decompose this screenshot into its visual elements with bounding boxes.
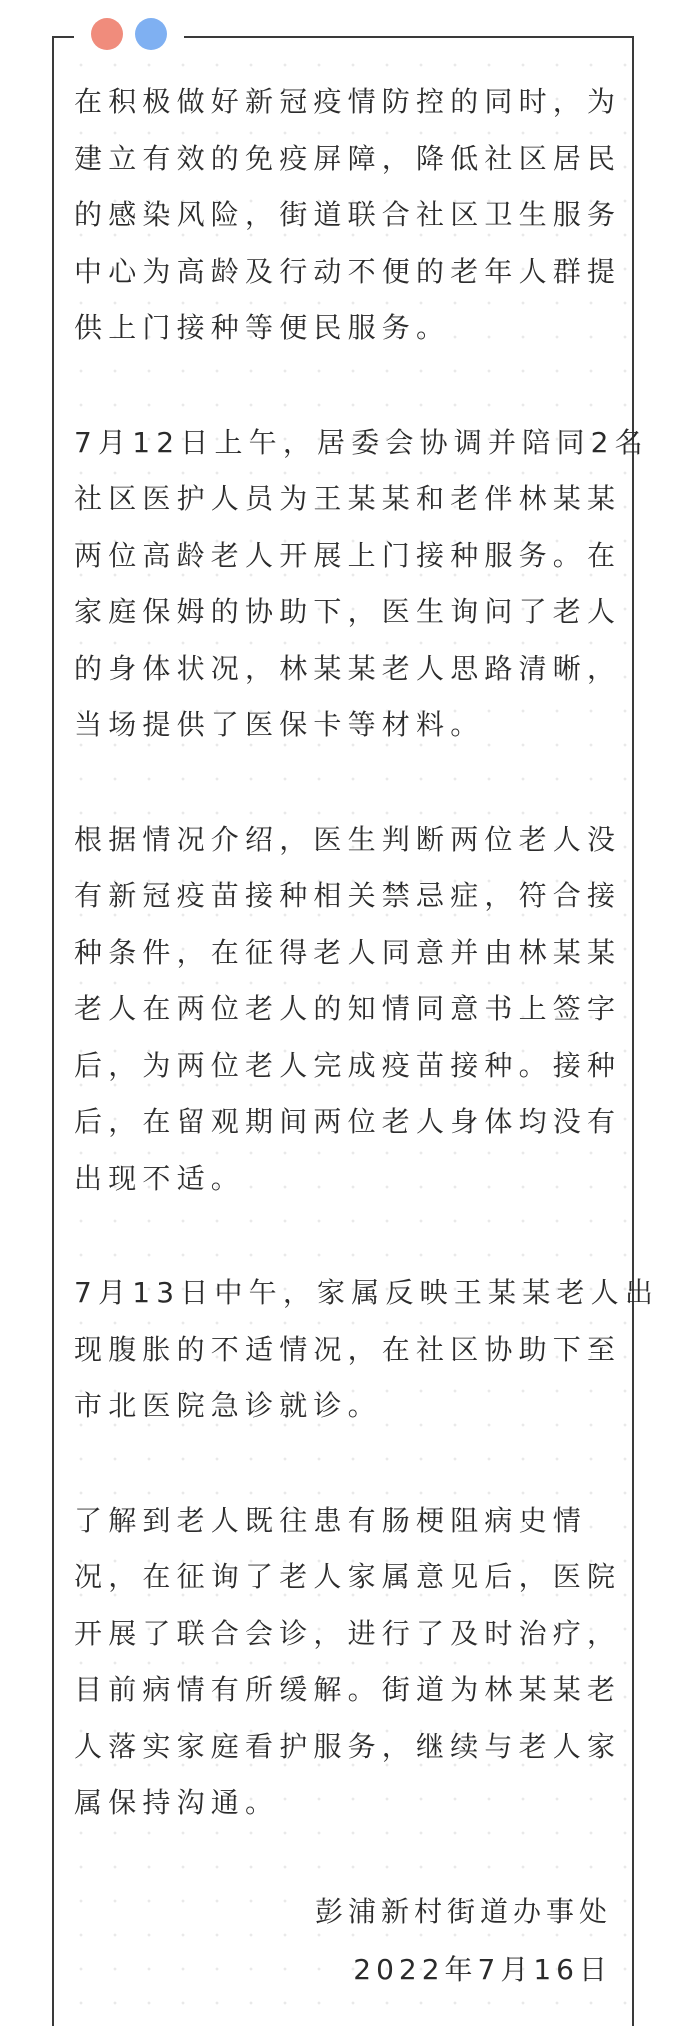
text-line: 在积极做好新冠疫情防控的同时，为 [74,85,622,118]
paragraph-2 [74,415,649,754]
signature-organization: 彭浦新村街道办事处 [314,1895,612,1928]
text-line: 后，为两位老人完成疫苗接种。接种 [74,1048,622,1082]
text-line: 社区医护人员为王某某和老伴林某某 [74,482,622,515]
text-line: 种条件，在征得老人同意并由林某某 [74,935,622,969]
text-line: 后，在留观期间两位老人身体均没有 [74,1105,622,1138]
notice-body [74,74,660,1890]
text-line: 建立有效的免疫屏障，降低社区居民 [74,141,622,175]
text-line: 市北医院急诊就诊。 [74,1389,382,1422]
text-line: 的感染风险，街道联合社区卫生服务 [74,198,622,231]
paragraph-4 [74,1265,660,1435]
text-line: 人落实家庭看护服务，继续与老人家 [74,1729,622,1763]
red-dot-icon [91,18,123,50]
text-line: 两位高龄老人开展上门接种服务。在 [74,538,622,572]
text-line: 7月12日上午，居委会协调并陪同2名 [74,425,649,459]
header-dots [74,10,184,58]
text-line: 供上门接种等便民服务。 [74,311,451,344]
text-line: 目前病情有所缓解。街道为林某某老 [74,1673,622,1706]
text-line: 根据情况介绍，医生判断两位老人没 [74,822,622,856]
text-line: 了解到老人既往患有肠梗阻病史情 [74,1503,588,1537]
text-line: 老人在两位老人的知情同意书上签字 [74,992,622,1025]
text-line: 当场提供了医保卡等材料。 [74,708,485,741]
text-line: 有新冠疫苗接种相关禁忌症，符合接 [74,879,622,912]
blue-dot-icon [135,18,167,50]
signature-block [315,1883,612,1999]
paragraph-1 [74,74,622,357]
text-line: 况，在征询了老人家属意见后，医院 [74,1560,622,1593]
text-line: 现腹胀的不适情况，在社区协助下至 [74,1332,622,1366]
text-line: 7月13日中午，家属反映王某某老人出 [74,1276,660,1309]
text-line: 开展了联合会诊，进行了及时治疗， [74,1616,622,1650]
text-line: 中心为高龄及行动不便的老年人群提 [74,254,622,288]
text-line: 属保持沟通。 [74,1786,280,1819]
paragraph-3 [74,812,622,1208]
paragraph-5 [74,1493,622,1832]
signature-date: 2022年7月16日 [353,1953,612,1986]
text-line: 的身体状况，林某某老人思路清晰， [74,651,622,685]
text-line: 家庭保姆的协助下，医生询问了老人 [74,595,622,628]
text-line: 出现不适。 [74,1161,246,1195]
